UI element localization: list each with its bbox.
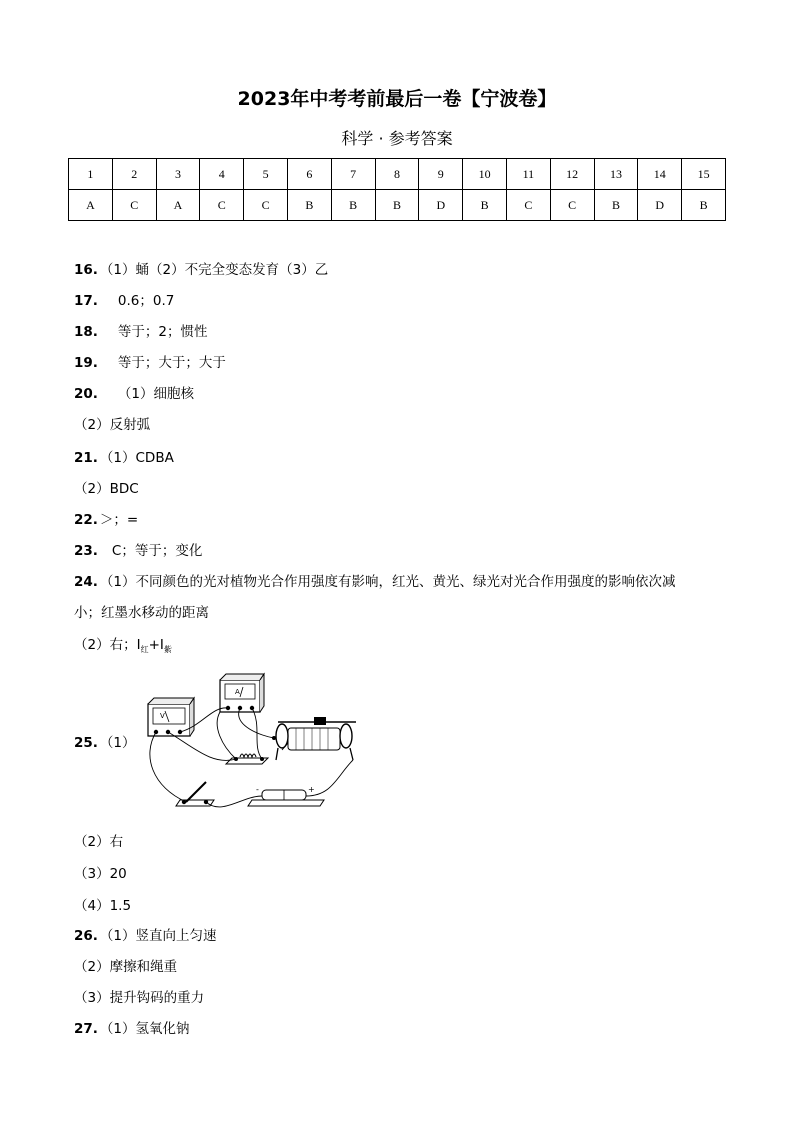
answer-25: [74, 734, 136, 752]
question-number: 26.: [74, 928, 98, 944]
question-number-cell: 10: [463, 159, 507, 190]
answer-text: C；等于；变化: [111, 543, 203, 559]
answer-24-part2: （2）右；$I_红+I_紫$: [74, 637, 172, 654]
answer-23: [74, 542, 202, 560]
answer-cell: A: [69, 190, 113, 221]
question-number: 19.: [74, 355, 98, 371]
answer-row: [69, 190, 726, 221]
question-number: 27.: [74, 1021, 98, 1037]
answer-24: [74, 573, 676, 591]
question-number: 20.: [74, 386, 98, 402]
answer-text: （1）氢氧化钠: [99, 1021, 190, 1037]
question-number-cell: 9: [419, 159, 463, 190]
answer-19: [74, 354, 226, 372]
question-number-cell: 4: [200, 159, 244, 190]
circuit-diagram: [132, 666, 360, 818]
answer-26: [74, 927, 217, 945]
answer-cell: C: [550, 190, 594, 221]
ammeter: [220, 674, 264, 712]
question-number-cell: 5: [244, 159, 288, 190]
page-subtitle: 科学 · 参考答案: [341, 129, 453, 148]
answer-20-part2: （2）反射弧: [74, 417, 151, 433]
answer-17: [74, 292, 174, 310]
answer-25-part3: （3）20: [74, 866, 127, 882]
question-number-cell: 7: [331, 159, 375, 190]
question-number-cell: 8: [375, 159, 419, 190]
voltmeter: [148, 698, 194, 736]
answer-cell: C: [244, 190, 288, 221]
question-number-row: [69, 159, 726, 190]
answer-cell: B: [375, 190, 419, 221]
switch: [176, 782, 214, 806]
answer-24-continued: 小；红墨水移动的距离: [74, 605, 209, 621]
answer-cell: B: [331, 190, 375, 221]
question-number: 21.: [74, 450, 98, 466]
answer-cell: D: [419, 190, 463, 221]
battery-minus-label: -: [256, 785, 259, 794]
answer-27: [74, 1020, 190, 1038]
question-number-cell: 3: [156, 159, 200, 190]
answer-21-part2: （2）BDC: [74, 481, 139, 497]
answer-cell: B: [594, 190, 638, 221]
question-number: 22.: [74, 512, 98, 528]
answer-text: 等于；大于；大于: [117, 355, 226, 371]
answer-text: （1）蛹（2）不完全变态发育（3）乙: [99, 262, 329, 278]
rheostat: [272, 717, 356, 760]
answer-25-part4: （4）1.5: [74, 898, 132, 914]
ammeter-label: A: [235, 688, 240, 696]
question-number: 24.: [74, 574, 98, 590]
page-title: 2023年中考考前最后一卷【宁波卷】: [237, 88, 557, 110]
question-number: 16.: [74, 262, 98, 278]
answer-text: （1）竖直向上匀速: [99, 928, 217, 944]
question-number: 23.: [74, 543, 98, 559]
question-number-cell: 14: [638, 159, 682, 190]
answer-cell: B: [682, 190, 726, 221]
battery-plus-label: +: [308, 785, 315, 794]
answer-cell: C: [200, 190, 244, 221]
question-number: 18.: [74, 324, 98, 340]
answer-text: ＞；=: [99, 512, 139, 528]
answer-text: 0.6；0.7: [117, 293, 175, 309]
answer-21: [74, 449, 174, 467]
question-number: 25.: [74, 735, 98, 751]
answer-20: [74, 385, 194, 403]
answer-cell: C: [506, 190, 550, 221]
answer-26-part2: （2）摩擦和绳重: [74, 959, 178, 975]
answer-text: （1）CDBA: [99, 450, 174, 466]
question-number-cell: 13: [594, 159, 638, 190]
voltmeter-label: V: [160, 712, 165, 720]
question-number-cell: 6: [287, 159, 331, 190]
answer-text: （1）: [99, 735, 136, 751]
answer-18: [74, 323, 208, 341]
question-number-cell: 12: [550, 159, 594, 190]
answer-22: [74, 511, 138, 529]
answer-26-part3: （3）提升钩码的重力: [74, 990, 205, 1006]
answer-16: [74, 261, 328, 279]
answer-cell: B: [463, 190, 507, 221]
multiple-choice-answer-table: [68, 158, 726, 221]
answer-25-part2: （2）右: [74, 834, 124, 850]
question-number-cell: 11: [506, 159, 550, 190]
answer-text: （1）细胞核: [117, 386, 195, 402]
question-number-cell: 15: [682, 159, 726, 190]
answer-cell: C: [112, 190, 156, 221]
answer-text: （1）不同颜色的光对植物光合作用强度有影响，红光、黄光、绿光对光合作用强度的影响依次减: [99, 574, 676, 590]
question-number-cell: 1: [69, 159, 113, 190]
answer-cell: D: [638, 190, 682, 221]
answer-cell: A: [156, 190, 200, 221]
answer-cell: B: [287, 190, 331, 221]
question-number: 17.: [74, 293, 98, 309]
question-number-cell: 2: [112, 159, 156, 190]
answer-text: 等于；2；惯性: [117, 324, 208, 340]
